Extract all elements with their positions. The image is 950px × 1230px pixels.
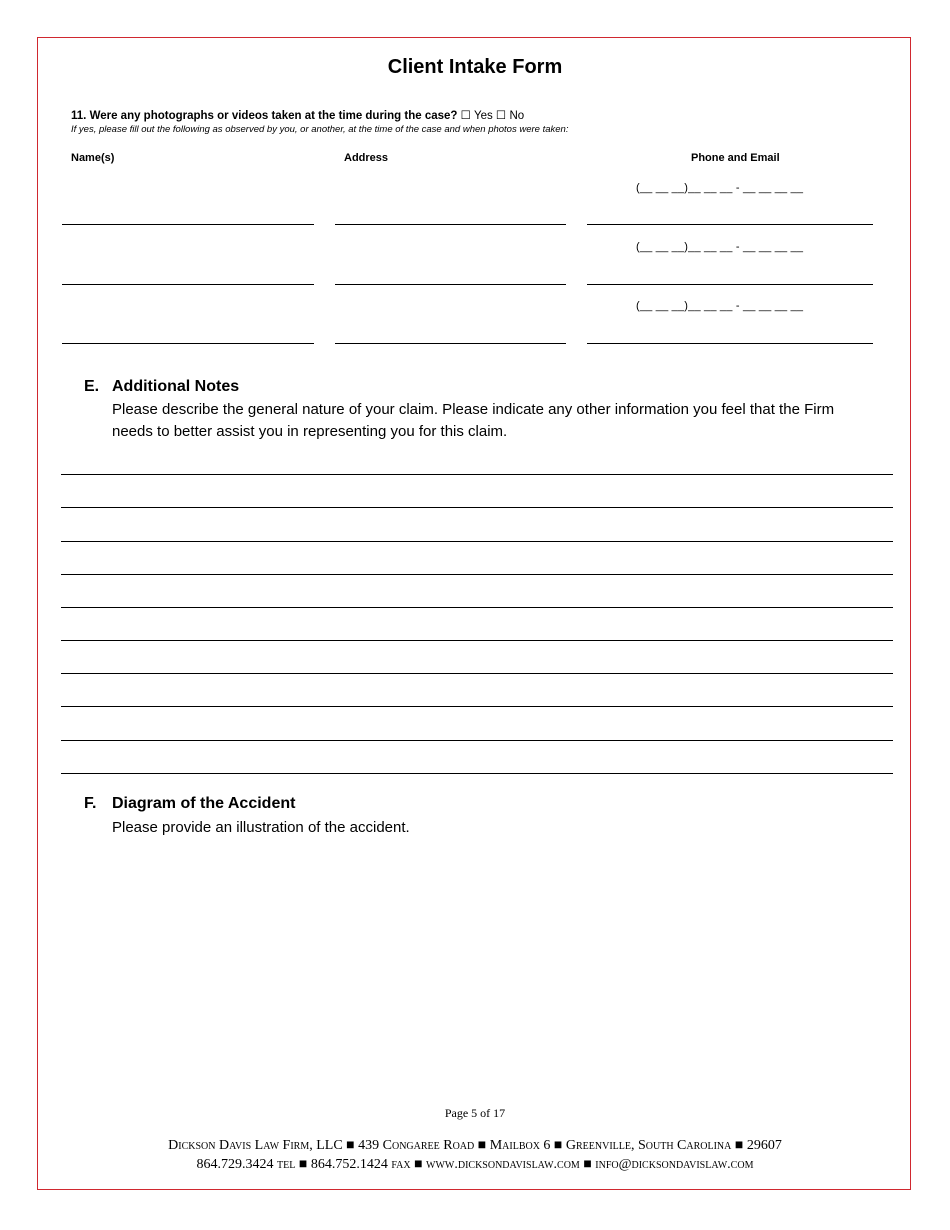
name-field-row-1[interactable] <box>62 224 314 225</box>
name-field-row-2[interactable] <box>62 284 314 285</box>
yes-checkbox[interactable]: ☐ <box>460 110 471 122</box>
address-field-row-1[interactable] <box>335 224 566 225</box>
section-e-description-line-1: Please describe the general nature of your claim. Please indicate any other information you feel that the Firm <box>112 401 835 418</box>
address-field-row-2[interactable] <box>335 284 566 285</box>
phone-placeholder-row-3: (__ __ __)__ __ __ - __ __ __ __ <box>636 300 804 312</box>
page-number: Page 5 of 17 <box>444 1106 506 1120</box>
name-column-header: Name(s) <box>71 152 115 164</box>
footer-address: Dickson Davis Law Firm, LLC ■ 439 Congaree Road ■ Mailbox 6 ■ Greenville, South Carolina ■ 29607 <box>168 1138 782 1153</box>
diagram-drawing-area[interactable] <box>61 850 893 1090</box>
phone-email-column-header: Phone and Email <box>691 152 780 164</box>
note-line[interactable] <box>61 507 893 508</box>
note-line[interactable] <box>61 574 893 575</box>
question-11 <box>71 108 524 122</box>
footer-contact: 864.729.3424 tel ■ 864.752.1424 fax ■ www.dicksondavislaw.com ■ info@dicksondavislaw.com <box>196 1157 754 1172</box>
note-line[interactable] <box>61 706 893 707</box>
address-column-header: Address <box>344 152 389 164</box>
note-line[interactable] <box>61 607 893 608</box>
note-line[interactable] <box>61 474 893 475</box>
note-line[interactable] <box>61 640 893 641</box>
no-checkbox[interactable]: ☐ <box>495 110 507 122</box>
section-f-description: Please provide an illustration of the accident. <box>112 819 410 836</box>
phone-email-field-row-3[interactable] <box>587 343 873 344</box>
note-line[interactable] <box>61 773 893 774</box>
section-e-letter: E. <box>84 378 100 395</box>
question-11-text: Were any photographs or videos taken at the time during the case? <box>89 110 458 122</box>
note-line[interactable] <box>61 541 893 542</box>
section-e-description-line-2: needs to better assist you in representing you for this claim. <box>112 423 508 440</box>
section-e-title: Additional Notes <box>112 378 240 395</box>
address-field-row-3[interactable] <box>335 343 566 344</box>
note-line[interactable] <box>61 673 893 674</box>
no-label: No <box>509 110 525 122</box>
question-11-instruction: If yes, please fill out the following as observed by you, or another, at the time of the case and when photos were taken: <box>71 124 569 135</box>
form-title: Client Intake Form <box>387 56 563 78</box>
phone-email-field-row-2[interactable] <box>587 284 873 285</box>
name-field-row-3[interactable] <box>62 343 314 344</box>
note-line[interactable] <box>61 740 893 741</box>
question-11-number: 11. <box>71 110 87 122</box>
phone-email-field-row-1[interactable] <box>587 224 873 225</box>
section-f-letter: F. <box>84 795 97 812</box>
yes-label: Yes <box>473 110 493 122</box>
phone-placeholder-row-1: (__ __ __)__ __ __ - __ __ __ __ <box>636 182 804 194</box>
phone-placeholder-row-2: (__ __ __)__ __ __ - __ __ __ __ <box>636 241 804 253</box>
section-f-title: Diagram of the Accident <box>112 795 296 812</box>
